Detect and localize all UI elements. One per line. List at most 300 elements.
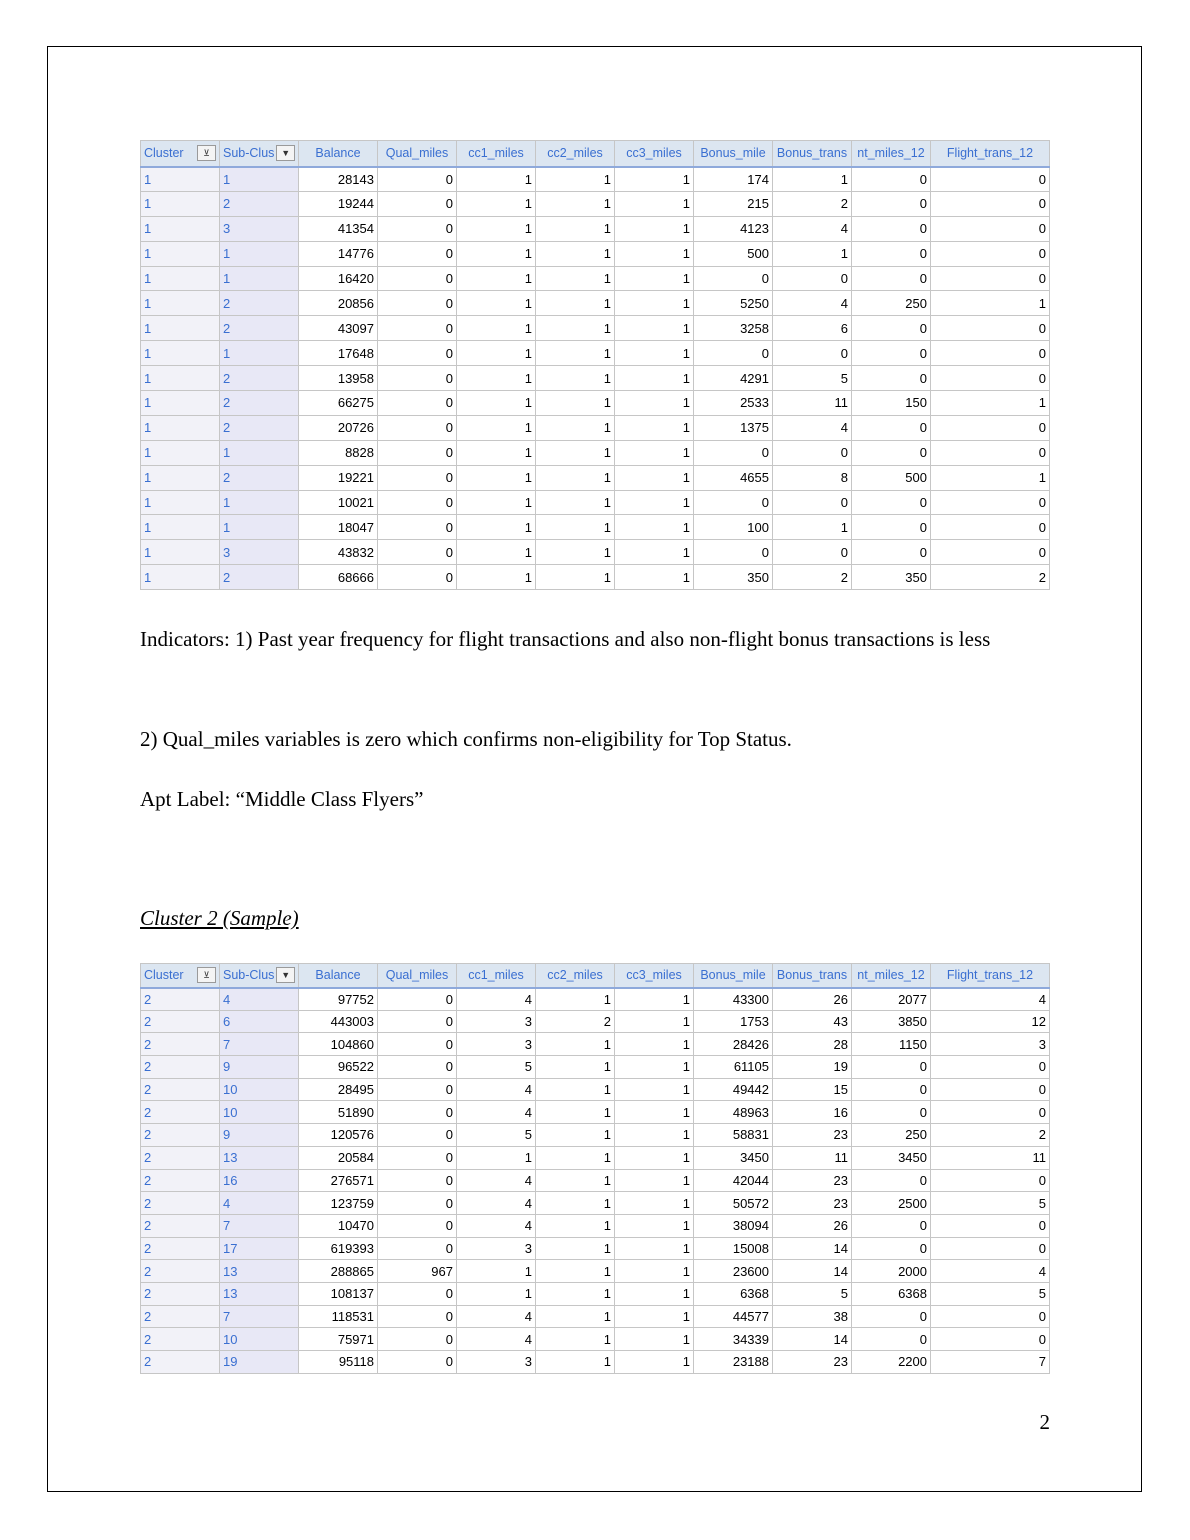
table-cell: 250 — [852, 1124, 931, 1147]
table-cell: 1 — [457, 266, 536, 291]
table-cell: 0 — [852, 1305, 931, 1328]
column-header-label: Qual_miles — [385, 146, 449, 161]
column-header-label: Cluster — [144, 146, 184, 161]
table-row — [141, 341, 1050, 366]
table-cell: 0 — [378, 341, 457, 366]
table-cell: 14 — [773, 1237, 852, 1260]
table-cell: 0 — [378, 1305, 457, 1328]
table-cell: 4 — [931, 988, 1050, 1011]
table-cell: 66275 — [299, 391, 378, 416]
table-cell: 1 — [457, 440, 536, 465]
table-cell: 0 — [378, 1124, 457, 1147]
table-cell: 4 — [457, 1192, 536, 1215]
table-cell: 43300 — [694, 988, 773, 1011]
column-header — [615, 964, 694, 988]
table-cell: 1 — [141, 490, 220, 515]
table-cell: 1 — [141, 341, 220, 366]
table-cell: 58831 — [694, 1124, 773, 1147]
table-cell: 4 — [931, 1260, 1050, 1283]
table-cell: 44577 — [694, 1305, 773, 1328]
table-cell: 3 — [457, 1010, 536, 1033]
table-cell: 9 — [220, 1056, 299, 1079]
table-cell: 1 — [615, 440, 694, 465]
table-cell: 10 — [220, 1101, 299, 1124]
table-cell: 0 — [931, 366, 1050, 391]
column-header[interactable] — [220, 964, 299, 988]
table-cell: 1 — [615, 216, 694, 241]
table-cell: 0 — [378, 1056, 457, 1079]
table-cell: 2 — [141, 1282, 220, 1305]
table-cell: 2 — [220, 415, 299, 440]
column-header — [931, 964, 1050, 988]
table-cell: 1 — [615, 1078, 694, 1101]
table-row — [141, 266, 1050, 291]
table-row — [141, 1192, 1050, 1215]
table-cell: 19 — [220, 1351, 299, 1374]
dropdown-arrow-icon[interactable]: ▼ — [276, 967, 295, 983]
table-cell: 14 — [773, 1260, 852, 1283]
table-cell: 2 — [141, 1214, 220, 1237]
table-cell: 23600 — [694, 1260, 773, 1283]
table-cell: 7 — [931, 1351, 1050, 1374]
table-cell: 15008 — [694, 1237, 773, 1260]
table-row — [141, 1010, 1050, 1033]
table-cell: 0 — [931, 316, 1050, 341]
table-cell: 1 — [536, 988, 615, 1011]
table-row — [141, 241, 1050, 266]
indicators-2: 2) Qual_miles variables is zero which confirms non-eligibility for Top Status. — [140, 727, 792, 751]
table-cell: 20726 — [299, 415, 378, 440]
table-cell: 0 — [852, 266, 931, 291]
column-header — [299, 141, 378, 167]
table-cell: 0 — [378, 1237, 457, 1260]
column-header-label: Qual_miles — [385, 968, 449, 983]
table-cell: 4 — [457, 1078, 536, 1101]
column-header-label: Sub-Clus — [223, 968, 275, 983]
table-cell: 4 — [457, 1305, 536, 1328]
table-cell: 5 — [773, 1282, 852, 1305]
column-header-label: cc1_miles — [468, 968, 524, 983]
table-cell: 2 — [141, 1328, 220, 1351]
table-cell: 2 — [141, 1237, 220, 1260]
table-cell: 15 — [773, 1078, 852, 1101]
table-row — [141, 291, 1050, 316]
table-cell: 1 — [536, 167, 615, 192]
table-cell: 28143 — [299, 167, 378, 192]
table-cell: 2 — [931, 1124, 1050, 1147]
table-cell: 0 — [378, 191, 457, 216]
table-cell: 0 — [852, 216, 931, 241]
table-cell: 43097 — [299, 316, 378, 341]
table-cell: 7 — [220, 1305, 299, 1328]
table-cell: 500 — [694, 241, 773, 266]
table-cell: 1 — [141, 515, 220, 540]
table-cell: 19244 — [299, 191, 378, 216]
table-row — [141, 1124, 1050, 1147]
table-cell: 1 — [615, 391, 694, 416]
table-cell: 23 — [773, 1351, 852, 1374]
table-cell: 1 — [615, 1124, 694, 1147]
table-cell: 0 — [931, 1237, 1050, 1260]
table-cell: 11 — [931, 1146, 1050, 1169]
column-header — [852, 964, 931, 988]
dropdown-arrow-icon[interactable]: ▼ — [276, 145, 295, 161]
table-cell: 120576 — [299, 1124, 378, 1147]
column-header — [931, 141, 1050, 167]
table-cell: 5 — [931, 1192, 1050, 1215]
table-cell: 6 — [220, 1010, 299, 1033]
table-cell: 1 — [536, 1101, 615, 1124]
table-cell: 1 — [457, 291, 536, 316]
table-cell: 150 — [852, 391, 931, 416]
table-cell: 1 — [536, 1192, 615, 1215]
column-header[interactable] — [141, 141, 220, 167]
table-cell: 34339 — [694, 1328, 773, 1351]
table-cell: 19 — [773, 1056, 852, 1079]
table-cell: 6 — [773, 316, 852, 341]
table-cell: 276571 — [299, 1169, 378, 1192]
table-cell: 1 — [536, 1146, 615, 1169]
table-cell: 1 — [536, 266, 615, 291]
table-cell: 1 — [615, 1056, 694, 1079]
table-cell: 0 — [773, 490, 852, 515]
column-header — [615, 141, 694, 167]
table-cell: 1 — [615, 1260, 694, 1283]
table-cell: 0 — [378, 988, 457, 1011]
table-cell: 1 — [141, 316, 220, 341]
column-header-label: Balance — [315, 968, 361, 983]
table-cell: 4 — [457, 1169, 536, 1192]
table-cell: 1 — [615, 1214, 694, 1237]
table-cell: 28 — [773, 1033, 852, 1056]
table-cell: 1 — [141, 440, 220, 465]
table-cell: 5 — [457, 1056, 536, 1079]
table-cell: 68666 — [299, 565, 378, 590]
table-cell: 0 — [852, 167, 931, 192]
table-cell: 0 — [378, 1351, 457, 1374]
table-cell: 4 — [457, 988, 536, 1011]
table-cell: 8 — [773, 465, 852, 490]
table-row — [141, 415, 1050, 440]
table-cell: 0 — [852, 341, 931, 366]
table-cell: 2 — [220, 191, 299, 216]
table-cell: 0 — [852, 191, 931, 216]
table-cell: 20856 — [299, 291, 378, 316]
apt-label: Apt Label: “Middle Class Flyers” — [140, 787, 424, 811]
table-cell: 1 — [536, 540, 615, 565]
table-cell: 1 — [615, 1328, 694, 1351]
table-cell: 0 — [852, 316, 931, 341]
column-header — [773, 141, 852, 167]
table-cell: 1 — [457, 1282, 536, 1305]
column-header — [694, 964, 773, 988]
table-cell: 1 — [536, 565, 615, 590]
table-cell: 97752 — [299, 988, 378, 1011]
table-cell: 16420 — [299, 266, 378, 291]
table-header-row — [141, 964, 1050, 988]
table-cell: 0 — [378, 1282, 457, 1305]
table-cell: 18047 — [299, 515, 378, 540]
table-cell: 0 — [378, 366, 457, 391]
filter-active-icon[interactable]: ⊻ — [197, 145, 216, 161]
table-cell: 43832 — [299, 540, 378, 565]
table-cell: 0 — [852, 1101, 931, 1124]
table-cell: 100 — [694, 515, 773, 540]
table-cell: 0 — [852, 1328, 931, 1351]
table-cell: 0 — [378, 540, 457, 565]
column-header — [852, 141, 931, 167]
table-cell: 13 — [220, 1282, 299, 1305]
table-cell: 1 — [615, 241, 694, 266]
table-cell: 1 — [457, 540, 536, 565]
column-header-label: Bonus_mile — [700, 968, 766, 983]
table-cell: 0 — [378, 1101, 457, 1124]
table-cell: 1 — [615, 191, 694, 216]
table-cell: 41354 — [299, 216, 378, 241]
table-cell: 61105 — [694, 1056, 773, 1079]
table-cell: 1 — [615, 366, 694, 391]
column-header — [378, 141, 457, 167]
table-row — [141, 1101, 1050, 1124]
table-cell: 0 — [694, 540, 773, 565]
table-cell: 0 — [931, 540, 1050, 565]
table-cell: 26 — [773, 1214, 852, 1237]
table-cell: 9 — [220, 1124, 299, 1147]
table-row — [141, 1351, 1050, 1374]
table-cell: 4 — [773, 415, 852, 440]
table-cell: 23188 — [694, 1351, 773, 1374]
table-row — [141, 1169, 1050, 1192]
table-row — [141, 1056, 1050, 1079]
table-cell: 1150 — [852, 1033, 931, 1056]
table-cell: 1 — [615, 266, 694, 291]
table-cell: 1 — [220, 266, 299, 291]
table-cell: 0 — [378, 1214, 457, 1237]
column-header-label: cc3_miles — [626, 968, 682, 983]
table-row — [141, 191, 1050, 216]
table-cell: 1 — [457, 241, 536, 266]
table-cell: 2 — [141, 1305, 220, 1328]
table-cell: 4123 — [694, 216, 773, 241]
table-cell: 1 — [536, 1078, 615, 1101]
table-cell: 1 — [536, 1351, 615, 1374]
table-cell: 1 — [615, 1237, 694, 1260]
table-cell: 0 — [378, 565, 457, 590]
table-cell: 0 — [378, 316, 457, 341]
table-cell: 2 — [931, 565, 1050, 590]
filter-active-icon[interactable]: ⊻ — [197, 967, 216, 983]
table-cell: 0 — [378, 291, 457, 316]
table-cell: 0 — [378, 1078, 457, 1101]
table-cell: 2 — [141, 1351, 220, 1374]
table-cell: 1 — [536, 1124, 615, 1147]
table-cell: 1 — [220, 167, 299, 192]
table-cell: 2 — [141, 1033, 220, 1056]
table-cell: 51890 — [299, 1101, 378, 1124]
cluster2-table — [140, 963, 1050, 1374]
table-cell: 1 — [536, 1169, 615, 1192]
table-cell: 3850 — [852, 1010, 931, 1033]
table-row — [141, 1078, 1050, 1101]
table-cell: 3 — [457, 1033, 536, 1056]
table-cell: 0 — [773, 341, 852, 366]
table-cell: 4 — [457, 1101, 536, 1124]
table-cell: 2 — [141, 1124, 220, 1147]
indicators-1: Indicators: 1) Past year frequency for flight transactions and also non-flight bonus transactions is less — [140, 627, 991, 651]
column-header — [536, 141, 615, 167]
table-cell: 0 — [773, 540, 852, 565]
table-cell: 0 — [852, 241, 931, 266]
table-row — [141, 540, 1050, 565]
table-cell: 0 — [931, 1078, 1050, 1101]
column-header-label: Flight_trans_12 — [946, 146, 1034, 161]
table-cell: 0 — [378, 1328, 457, 1351]
table-cell: 1 — [457, 565, 536, 590]
table-cell: 1 — [141, 216, 220, 241]
table-cell: 0 — [931, 1214, 1050, 1237]
table-cell: 0 — [931, 1056, 1050, 1079]
table-cell: 1 — [457, 366, 536, 391]
table-cell: 2 — [141, 988, 220, 1011]
table-cell: 0 — [378, 490, 457, 515]
table-cell: 95118 — [299, 1351, 378, 1374]
table-cell: 2 — [141, 1010, 220, 1033]
table-cell: 96522 — [299, 1056, 378, 1079]
table-cell: 6368 — [694, 1282, 773, 1305]
table-cell: 0 — [852, 1214, 931, 1237]
table-cell: 350 — [852, 565, 931, 590]
table-cell: 1 — [457, 415, 536, 440]
table-cell: 1 — [536, 1056, 615, 1079]
column-header-label: Bonus_trans — [776, 146, 848, 161]
table-cell: 48963 — [694, 1101, 773, 1124]
table-cell: 2 — [141, 1101, 220, 1124]
table-cell: 0 — [378, 515, 457, 540]
table-cell: 20584 — [299, 1146, 378, 1169]
table-cell: 38094 — [694, 1214, 773, 1237]
column-header — [299, 964, 378, 988]
table-cell: 0 — [378, 1010, 457, 1033]
table-cell: 0 — [931, 241, 1050, 266]
table-cell: 1 — [615, 1305, 694, 1328]
table-cell: 17648 — [299, 341, 378, 366]
table-cell: 13958 — [299, 366, 378, 391]
table-cell: 28495 — [299, 1078, 378, 1101]
table-cell: 0 — [694, 440, 773, 465]
table-cell: 0 — [378, 391, 457, 416]
table-cell: 2200 — [852, 1351, 931, 1374]
table-cell: 3 — [931, 1033, 1050, 1056]
table-cell: 4 — [220, 1192, 299, 1215]
table-header-row — [141, 141, 1050, 167]
table-cell: 0 — [378, 1192, 457, 1215]
table-cell: 1 — [457, 167, 536, 192]
table-cell: 0 — [378, 415, 457, 440]
table-cell: 8828 — [299, 440, 378, 465]
table-cell: 2 — [773, 191, 852, 216]
column-header — [457, 964, 536, 988]
table-cell: 0 — [378, 440, 457, 465]
table-cell: 16 — [773, 1101, 852, 1124]
table-cell: 2500 — [852, 1192, 931, 1215]
column-header-label: nt_miles_12 — [857, 968, 925, 983]
table-cell: 1 — [536, 415, 615, 440]
table-cell: 3 — [220, 540, 299, 565]
table-cell: 28426 — [694, 1033, 773, 1056]
table-cell: 26 — [773, 988, 852, 1011]
table-cell: 1 — [773, 515, 852, 540]
table-cell: 1 — [615, 465, 694, 490]
table-cell: 1 — [141, 167, 220, 192]
table-cell: 123759 — [299, 1192, 378, 1215]
table-cell: 1 — [615, 1282, 694, 1305]
table-cell: 1 — [615, 1101, 694, 1124]
table-cell: 11 — [773, 1146, 852, 1169]
table-cell: 4 — [773, 291, 852, 316]
table-cell: 10 — [220, 1328, 299, 1351]
table-cell: 1 — [457, 490, 536, 515]
table-cell: 5 — [931, 1282, 1050, 1305]
table-cell: 1 — [141, 366, 220, 391]
column-header-label: cc3_miles — [626, 146, 682, 161]
table-cell: 2 — [220, 316, 299, 341]
table-cell: 2000 — [852, 1260, 931, 1283]
table-cell: 75971 — [299, 1328, 378, 1351]
table-cell: 43 — [773, 1010, 852, 1033]
table-cell: 0 — [931, 1169, 1050, 1192]
table-cell: 1 — [141, 241, 220, 266]
table-cell: 3258 — [694, 316, 773, 341]
table-cell: 2 — [773, 565, 852, 590]
table-cell: 0 — [852, 515, 931, 540]
column-header-label: cc2_miles — [547, 146, 603, 161]
table-cell: 500 — [852, 465, 931, 490]
table-cell: 1 — [615, 1010, 694, 1033]
table-cell: 4 — [457, 1328, 536, 1351]
table-cell: 1 — [615, 490, 694, 515]
table-row — [141, 1260, 1050, 1283]
column-header-label: Flight_trans_12 — [946, 968, 1034, 983]
table-cell: 2 — [141, 1146, 220, 1169]
column-header — [694, 141, 773, 167]
column-header-label: Bonus_trans — [776, 968, 848, 983]
column-header[interactable] — [220, 141, 299, 167]
table-cell: 3 — [457, 1237, 536, 1260]
table-cell: 0 — [378, 167, 457, 192]
table-cell: 1 — [141, 565, 220, 590]
column-header[interactable] — [141, 964, 220, 988]
table-row — [141, 1282, 1050, 1305]
cluster2-heading: Cluster 2 (Sample) — [140, 906, 299, 930]
table-cell: 1753 — [694, 1010, 773, 1033]
cluster1-table — [140, 140, 1050, 590]
table-cell: 1 — [615, 988, 694, 1011]
table-cell: 1 — [536, 1328, 615, 1351]
table-cell: 1 — [457, 316, 536, 341]
table-cell: 104860 — [299, 1033, 378, 1056]
table-cell: 42044 — [694, 1169, 773, 1192]
table-cell: 1 — [615, 540, 694, 565]
table-cell: 1 — [931, 465, 1050, 490]
table-cell: 4 — [773, 216, 852, 241]
table-cell: 10021 — [299, 490, 378, 515]
column-header-label: Cluster — [144, 968, 184, 983]
table-cell: 1 — [536, 490, 615, 515]
table-cell: 1 — [615, 291, 694, 316]
table-row — [141, 316, 1050, 341]
table-cell: 1 — [220, 490, 299, 515]
table-cell: 0 — [694, 266, 773, 291]
